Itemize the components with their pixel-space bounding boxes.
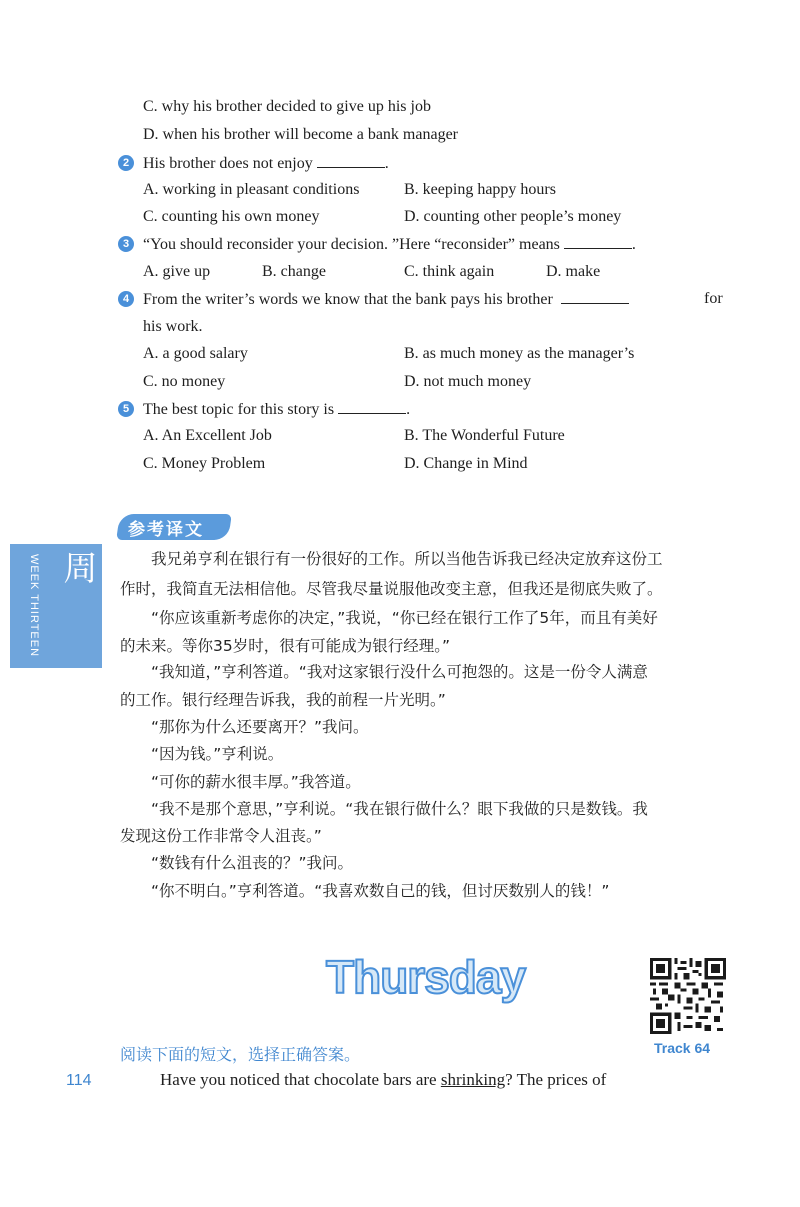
q4-number-badge: 4	[118, 291, 134, 307]
q4-stem-line2: his work.	[143, 318, 203, 335]
passage-first-line	[160, 1070, 726, 1090]
q5-option-b: B. The Wonderful Future	[404, 427, 565, 444]
page-number: 114	[66, 1072, 92, 1089]
q3-option-a: A. give up	[143, 263, 211, 280]
q4-stem-tail: for	[704, 290, 723, 307]
q3-stem-text: “You should reconsider your decision. ”Here “reconsider” means	[143, 236, 560, 253]
translation-line: “数钱有什么沮丧的？”我问。	[120, 854, 354, 872]
translation-line: “那你为什么还要离开？”我问。	[120, 718, 369, 736]
q5-number-badge: 5	[118, 401, 134, 417]
q2-stem-text: His brother does not enjoy	[143, 155, 313, 172]
q3-number-badge: 3	[118, 236, 134, 252]
q5-stem-text: The best topic for this story is	[143, 401, 335, 418]
translation-line: 作时，我简直无法相信他。尽管我尽量说服他改变主意，但我还是彻底失败了。	[120, 580, 663, 598]
q3-option-b: B. change	[262, 263, 326, 280]
q5-stem-end: .	[406, 401, 411, 418]
translation-line: “我不是那个意思，”亨利说。“我在银行做什么？眼下我做的只是数钱。我	[120, 800, 648, 818]
answer-blank	[561, 289, 629, 304]
translation-line: 的未来。等你35岁时，很有可能成为银行经理。”	[120, 637, 451, 655]
answer-blank	[564, 234, 632, 249]
underlined-word: shrinking	[440, 1070, 506, 1089]
section-title: Thursday	[326, 951, 526, 1003]
q2-option-a: A. working in pleasant conditions	[143, 181, 360, 198]
q2-option-d: D. counting other people’s money	[404, 208, 622, 225]
q4-option-a: A. a good salary	[143, 345, 248, 362]
translation-line: “可你的薪水很丰厚。”我答道。	[120, 773, 361, 791]
q5-option-c: C. Money Problem	[143, 455, 266, 472]
translation-line: 发现这份工作非常令人沮丧。”	[120, 827, 322, 845]
answer-blank	[317, 153, 385, 168]
translation-line: 我兄弟亨利在银行有一份很好的工作。所以当他告诉我已经决定放弃这份工	[120, 550, 663, 568]
q4-stem	[143, 289, 629, 310]
translation-line: “你不明白。”亨利答道。“我喜欢数自己的钱，但讨厌数别人的钱！”	[120, 882, 610, 900]
q3-stem-end: .	[631, 236, 636, 253]
q2-option-c: C. counting his own money	[143, 208, 320, 225]
translation-line: “因为钱。”亨利说。	[120, 745, 284, 763]
q4-stem-text: From the writer’s words we know that the bank pays his brother	[143, 291, 553, 308]
translation-line: “我知道，”亨利答道。“我对这家银行没什么可抱怨的。这是一份令人满意	[120, 663, 648, 681]
q4-option-b: B. as much money as the manager’s	[404, 345, 635, 362]
qr-code-icon	[650, 958, 726, 1034]
audio-track-label: Track 64	[654, 1040, 711, 1056]
reading-instruction: 阅读下面的短文，选择正确答案。	[120, 1045, 361, 1064]
q3-option-d: D. make	[546, 263, 601, 280]
q3-stem	[143, 234, 636, 255]
q3-option-c: C. think again	[404, 263, 495, 280]
q1-option-d: D. when his brother will become a bank manager	[143, 126, 459, 143]
q5-stem	[143, 399, 410, 420]
translation-line: “你应该重新考虑你的决定，”我说，“你已经在银行工作了5年，而且有美好	[120, 609, 658, 627]
q5-option-d: D. Change in Mind	[404, 455, 528, 472]
q2-stem	[143, 153, 389, 174]
q5-option-a: A. An Excellent Job	[143, 427, 272, 444]
week-tab-english: WEEK THIRTEEN	[28, 554, 40, 658]
week-tab-chinese: 第13周	[57, 550, 135, 658]
q4-option-c: C. no money	[143, 373, 226, 390]
translation-heading: 参考译文	[128, 520, 204, 540]
q2-number-badge: 2	[118, 155, 134, 171]
q2-stem-end: .	[384, 155, 389, 172]
passage-text: Have you noticed that chocolate bars are	[160, 1070, 437, 1089]
q2-option-b: B. keeping happy hours	[404, 181, 556, 198]
q4-option-d: D. not much money	[404, 373, 532, 390]
translation-line: 的工作。银行经理告诉我，我的前程一片光明。”	[120, 691, 446, 709]
passage-text-end: ? The prices of	[505, 1070, 607, 1089]
week-side-tab	[10, 544, 135, 668]
translation-heading-badge	[118, 512, 230, 542]
q1-option-c: C. why his brother decided to give up his job	[143, 98, 431, 115]
answer-blank	[338, 399, 406, 414]
